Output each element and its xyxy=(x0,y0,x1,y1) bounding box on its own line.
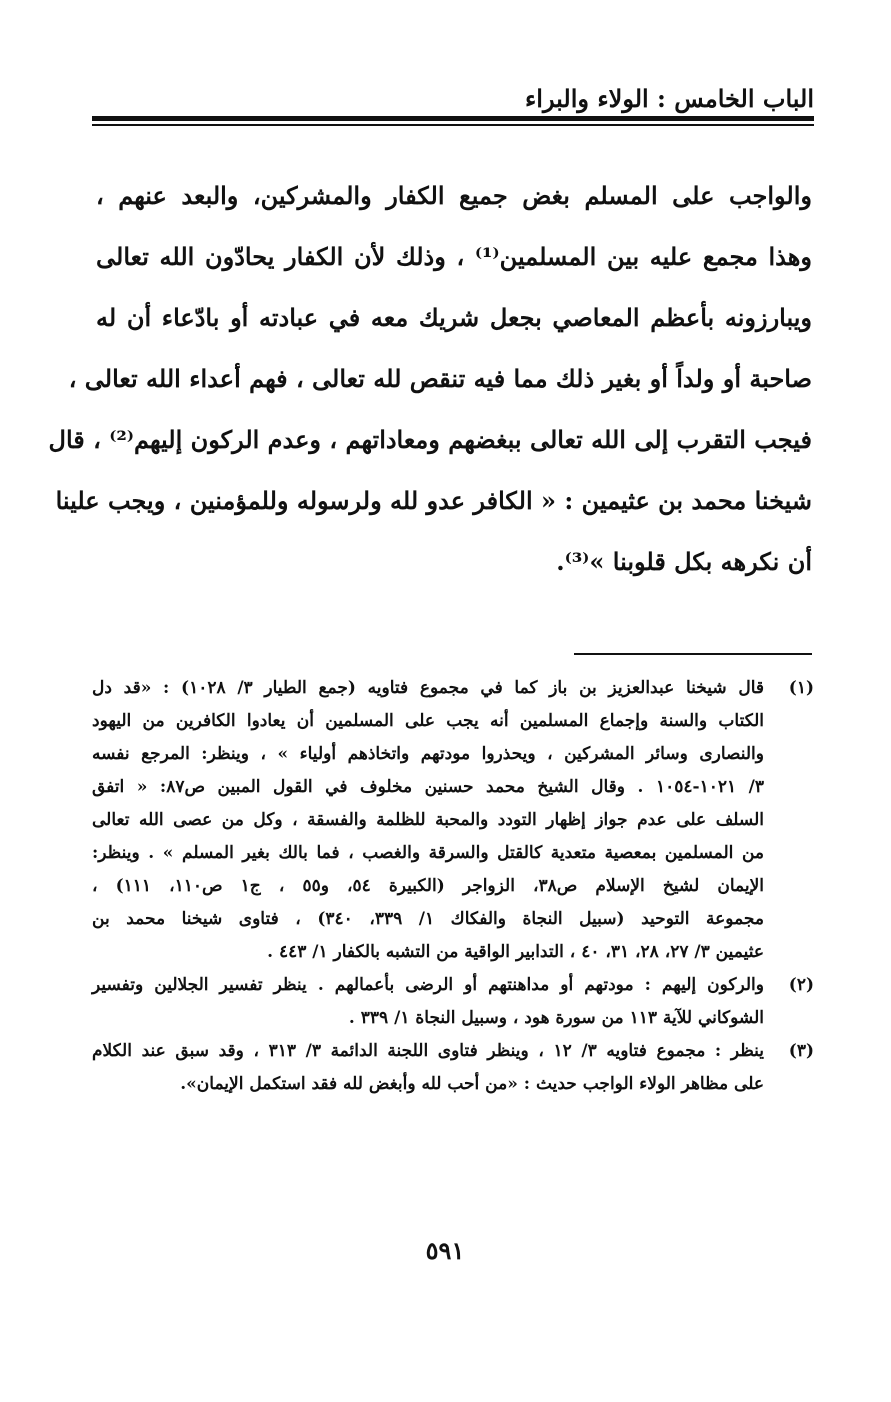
footnote-line: الشوكاني للآية ١١٣ من سورة هود ، وسبيل النجاة ١/ ٣٣٩ . xyxy=(348,1008,764,1028)
page-number: ٥٩١ xyxy=(425,1236,465,1265)
footnote-2 xyxy=(92,969,814,1035)
footnote-marker: (٣) xyxy=(788,1041,814,1061)
paragraph-line: أن نكرهه بكل قلوبنا »⁽³⁾. xyxy=(556,547,812,576)
running-header xyxy=(92,80,814,120)
footnote-line: عثيمين ٣/ ٢٧، ٢٨، ٣١، ٤٠ ، التدابير الواقية من التشبه بالكفار ١/ ٤٤٣ . xyxy=(267,942,764,962)
footnote-line: والنصارى وسائر المشركين ، ويحذروا مودتهم واتخاذهم أولياء » ، وينظر: المرجع نفسه xyxy=(92,744,764,764)
footnotes xyxy=(92,672,814,1101)
footnote-line: والركون إليهم : مودتهم أو مداهنتهم أو الرضى بأعمالهم . ينظر تفسير الجلالين وتفسير xyxy=(92,975,764,995)
footnote-line: مجموعة التوحيد (سبيل النجاة والفكاك ١/ ٣٣٩، ٣٤٠) ، فتاوى شيخنا محمد بن xyxy=(92,909,764,929)
footnote-line: من المسلمين بمعصية متعدية كالقتل والسرقة والغصب ، فما بالك بغير المسلم » . وينظر: xyxy=(92,843,764,863)
paragraph-line: فيجب التقرب إلى الله تعالى ببغضهم ومعاداتهم ، وعدم الركون إليهم⁽²⁾ ، قال xyxy=(48,425,812,454)
footnote-line: السلف على عدم جواز إظهار التودد والمحبة للظلمة والفسقة ، وكل من عصى الله تعالى xyxy=(92,810,764,830)
paragraph-line: شيخنا محمد بن عثيمين : « الكافر عدو لله ولرسوله وللمؤمنين ، ويجب علينا xyxy=(55,486,812,515)
paragraph-line: ويبارزونه بأعظم المعاصي بجعل شريك معه في عبادته أو بادّعاء أن له xyxy=(96,303,812,332)
footnote-line: قال شيخنا عبدالعزيز بن باز كما في مجموع فتاويه (جمع الطيار ٣/ ١٠٢٨) : «قد دل xyxy=(92,678,764,698)
main-paragraph xyxy=(48,168,813,595)
footnote-line: على مظاهر الولاء الواجب حديث : «من أحب لله وأبغض لله فقد استكمل الإيمان». xyxy=(180,1074,764,1094)
header-rule-thin xyxy=(92,124,814,126)
header-rule-thick xyxy=(92,116,814,121)
chapter-title: الباب الخامس : الولاء والبراء xyxy=(524,84,814,113)
footnote-3 xyxy=(92,1035,814,1101)
footnote-line: الإيمان لشيخ الإسلام ص٣٨، الزواجر (الكبيرة ٥٤، و٥٥ ، ج١ ص١١٠، ١١١) ، xyxy=(92,876,764,896)
paragraph-line: والواجب على المسلم بغض جميع الكفار والمشركين، والبعد عنهم ، xyxy=(96,181,812,210)
footnote-line: ينظر : مجموع فتاويه ٣/ ١٢ ، وينظر فتاوى اللجنة الدائمة ٣/ ٣١٣ ، وقد سبق عند الكلام xyxy=(92,1041,764,1061)
paragraph-line: وهذا مجمع عليه بين المسلمين⁽¹⁾ ، وذلك لأن الكفار يحادّون الله تعالى xyxy=(96,242,813,271)
footnote-1 xyxy=(92,672,814,969)
footnote-marker: (١) xyxy=(788,678,814,698)
footnote-separator xyxy=(574,653,812,655)
paragraph-line: صاحبة أو ولداً أو بغير ذلك مما فيه تنقص لله تعالى ، فهم أعداء الله تعالى ، xyxy=(68,364,812,393)
footnote-line: ٣/ ١٠٢١-١٠٥٤ . وقال الشيخ محمد حسنين مخلوف في القول المبين ص٨٧: « اتفق xyxy=(92,777,764,797)
footnote-marker: (٢) xyxy=(788,975,814,995)
footnote-line: الكتاب والسنة وإجماع المسلمين أنه يجب على المسلمين أن يعادوا الكافرين من اليهود xyxy=(92,711,764,731)
